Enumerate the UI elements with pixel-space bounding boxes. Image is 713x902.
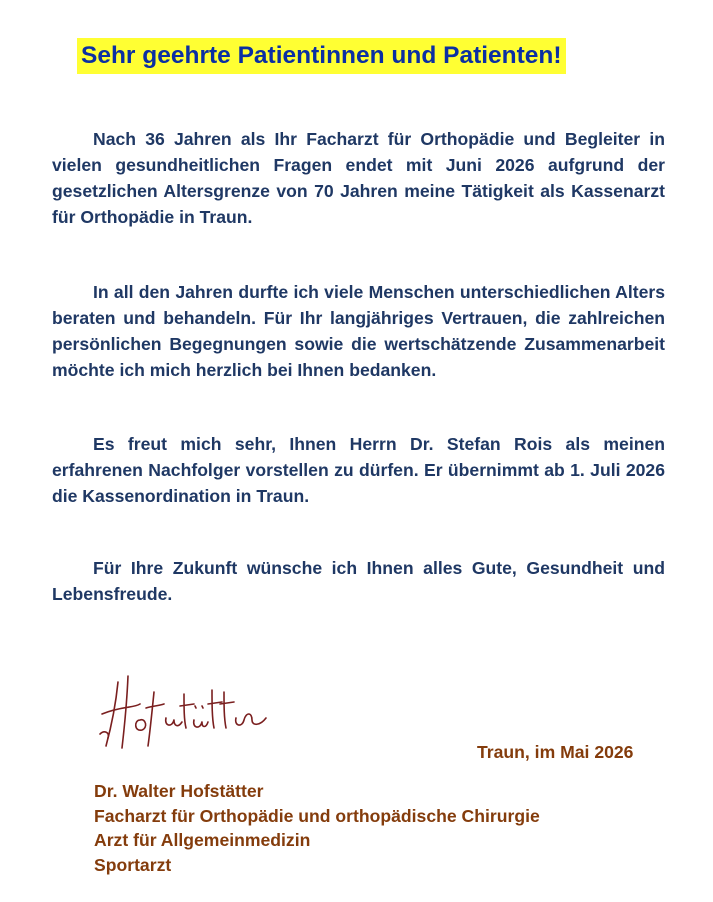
paragraph-wishes: Für Ihre Zukunft wünsche ich Ihnen alles Gute, Gesundheit und Lebensfreude. [52, 558, 665, 604]
signatory-block [94, 779, 540, 877]
handwritten-signature [94, 662, 280, 758]
paragraph-successor: Es freut mich sehr, Ihnen Herrn Dr. Stefan Rois als meinen erfahrenen Nachfolger vorstellen zu dürfen. Er übernimmt ab 1. Juli 2026 die Kassenordination in Traun. [52, 434, 665, 506]
signatory-title: Arzt für Allgemeinmedizin [94, 830, 311, 850]
signatory-name: Dr. Walter Hofstätter [94, 781, 264, 801]
letter-heading: Sehr geehrte Patientinnen und Patienten! [77, 38, 566, 74]
signatory-title: Sportarzt [94, 854, 172, 875]
paragraph-retirement: Nach 36 Jahren als Ihr Facharzt für Orthopädie und Begleiter in vielen gesundheitlichen Fragen endet mit Juni 2026 aufgrund der gesetzlichen Altersgrenze von 70 Jahren meine Tätigkeit als Kassenarzt für Orthopädie in Traun. [52, 129, 665, 227]
place-date: Traun, im Mai 2026 [477, 742, 634, 762]
paragraph-thanks: In all den Jahren durfte ich viele Menschen unterschiedlichen Alters beraten und behandeln. Für Ihr langjähriges Vertrauen, die zahlreichen persönlichen Begegnungen sowie die wertschätzende Zusammenarbeit möchte ich mich herzlich bei Ihnen bedanken. [52, 282, 665, 380]
signatory-title: Facharzt für Orthopädie und orthopädische Chirurgie [94, 805, 540, 826]
